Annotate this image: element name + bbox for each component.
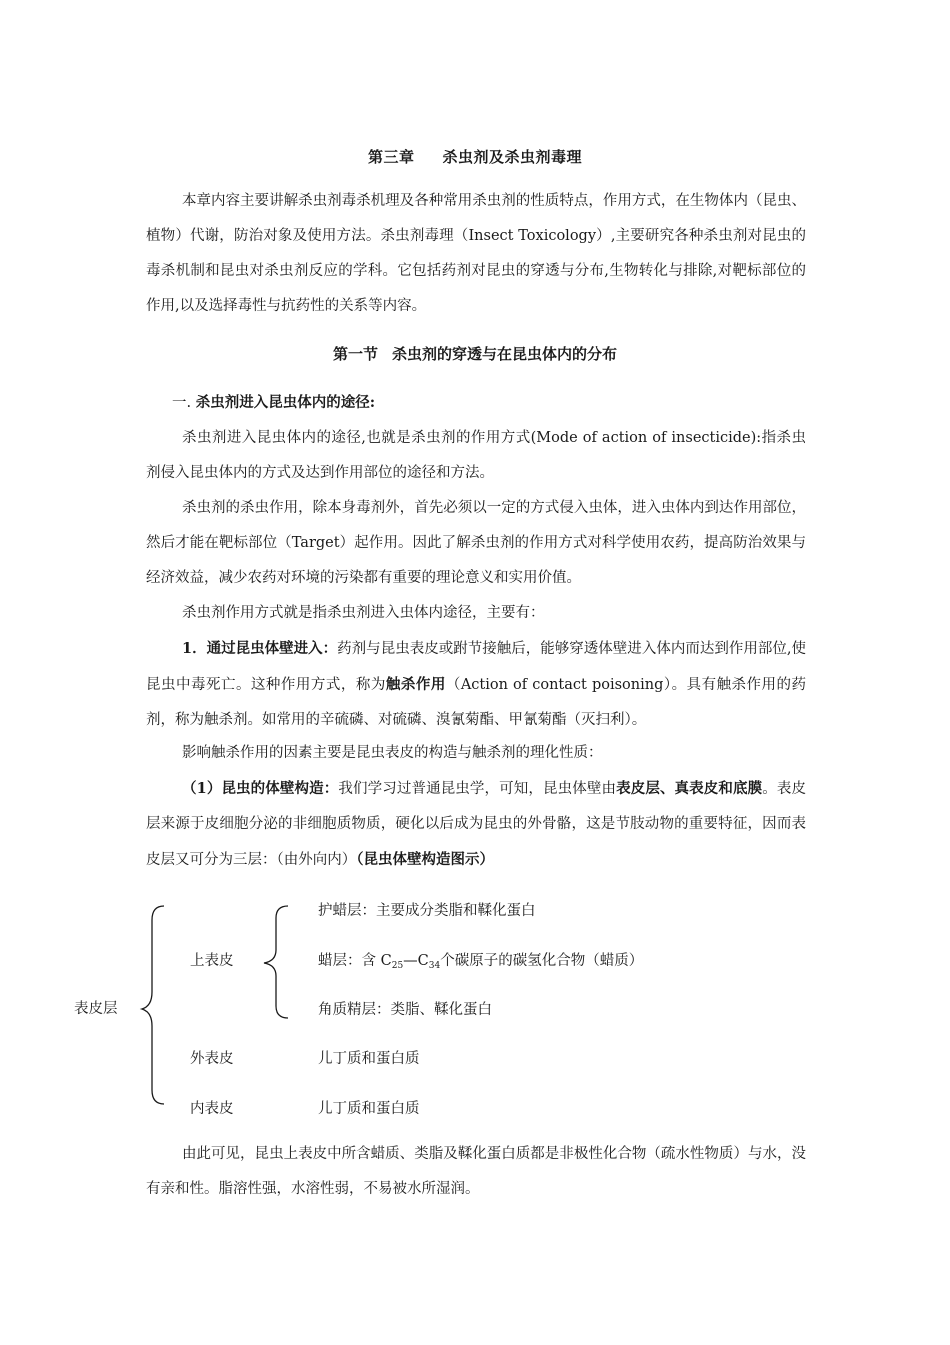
body-wall-figure-ref: （昆虫体壁构造图示） — [356, 851, 494, 868]
wax-layer-text-a: 蜡层：含 C — [318, 953, 392, 969]
chapter-name: 杀虫剂及杀虫剂毒理 — [442, 148, 583, 166]
body-wall-term: 表皮层、真表皮和底膜 — [616, 780, 763, 797]
subheading-prefix: 一. — [172, 395, 192, 411]
contact-text-b: （Action of contact poisoning）。具有触杀作用的药剂，称为触杀剂。如常用的辛硫磷、对硫磷、溴氰菊酯、甲氰菊酯（灭扫利）。 — [146, 677, 807, 728]
diagram-root-cuticle: 表皮层 — [74, 1001, 118, 1017]
inner-brace — [264, 906, 288, 1018]
wax-layer-text-b: 个碳原子的碳氢化合物（蜡质） — [440, 953, 644, 969]
diagram-epicuticle: 上表皮 — [190, 953, 234, 969]
contact-heading: 1．通过昆虫体壁进入： — [182, 640, 338, 657]
body-wall-text-b: 。表皮层来源于皮细胞分泌的非细胞质物质，硬化以后成为昆虫的外骨骼，这是节肢动物的重要特征，因而表皮层又可分为三层：（由外向内） — [146, 781, 806, 868]
contact-term: 触杀作用 — [385, 676, 446, 693]
intro-paragraph: 本章内容主要讲解杀虫剂毒杀机理及各种常用杀虫剂的性质特点，作用方式，在生物体内（昆虫、植物）代谢，防治对象及使用方法。杀虫剂毒理（Insect Toxicology）,主要研究各种杀虫剂对昆虫的毒杀机制和昆虫对杀虫剂反应的学科。它包括药剂对昆虫的穿透与分布,生物转化与排除,对靶标部位的作用,以及选择毒性与抗药性的关系等内容。 — [146, 193, 806, 314]
chapter-number: 第三章 — [367, 148, 415, 166]
paragraph-insecticidal-action: 杀虫剂的杀虫作用，除本身毒剂外，首先必须以一定的方式侵入虫体，进入虫体内到达作用部位，然后才能在靶标部位（Target）起作用。因此了解杀虫剂的作用方式对科学使用农药，提高防治效果与经济效益，减少农药对环境的污染都有重要的理论意义和实用价值。 — [146, 500, 806, 586]
outer-brace — [142, 906, 164, 1104]
paragraph-routes-intro: 杀虫剂作用方式就是指杀虫剂进入虫体内途径，主要有： — [182, 605, 545, 621]
body-wall-text-a: 我们学习过普通昆虫学，可知，昆虫体壁由 — [338, 781, 617, 797]
wax-layer-sub-34: 34 — [428, 961, 441, 971]
diagram-endocuticle: 内表皮 — [190, 1101, 234, 1117]
diagram-endocuticle-desc: 儿丁质和蛋白质 — [318, 1101, 420, 1117]
diagram-exocuticle-desc: 儿丁质和蛋白质 — [318, 1051, 420, 1067]
paragraph-mode-of-action: 杀虫剂进入昆虫体内的途径,也就是杀虫剂的作用方式(Mode of action of insecticide):指杀虫剂侵入昆虫体内的方式及达到作用部位的途径和方法。 — [146, 430, 806, 481]
wax-layer-sub-25: 25 — [391, 961, 404, 971]
body-wall-heading: （1）昆虫的体壁构造： — [182, 780, 339, 797]
section-number: 第一节 — [332, 345, 378, 363]
subheading-text: 杀虫剂进入昆虫体内的途径: — [195, 394, 376, 411]
section-name: 杀虫剂的穿透与在昆虫体内的分布 — [392, 345, 618, 363]
diagram-exocuticle: 外表皮 — [190, 1051, 234, 1067]
diagram-cuticulin-layer: 角质精层：类脂、鞣化蛋白 — [318, 1002, 492, 1018]
contact-text-a: 药剂与昆虫表皮或跗节接触后，能够穿透体壁进入体内而达到作用部位,使昆虫中毒死亡。这种作用方式，称为 — [146, 641, 806, 693]
diagram-wax-layer — [318, 951, 643, 971]
wax-layer-dash: —C — [403, 953, 429, 969]
diagram-cement-layer: 护蜡层：主要成分类脂和鞣化蛋白 — [318, 903, 536, 919]
paragraph-factors: 影响触杀作用的因素主要是昆虫表皮的构造与触杀剂的理化性质： — [182, 745, 603, 761]
paragraph-conclusion: 由此可见，昆虫上表皮中所含蜡质、类脂及鞣化蛋白质都是非极性化合物（疏水性物质）与水，没有亲和性。脂溶性强，水溶性弱，不易被水所湿润。 — [146, 1146, 806, 1197]
